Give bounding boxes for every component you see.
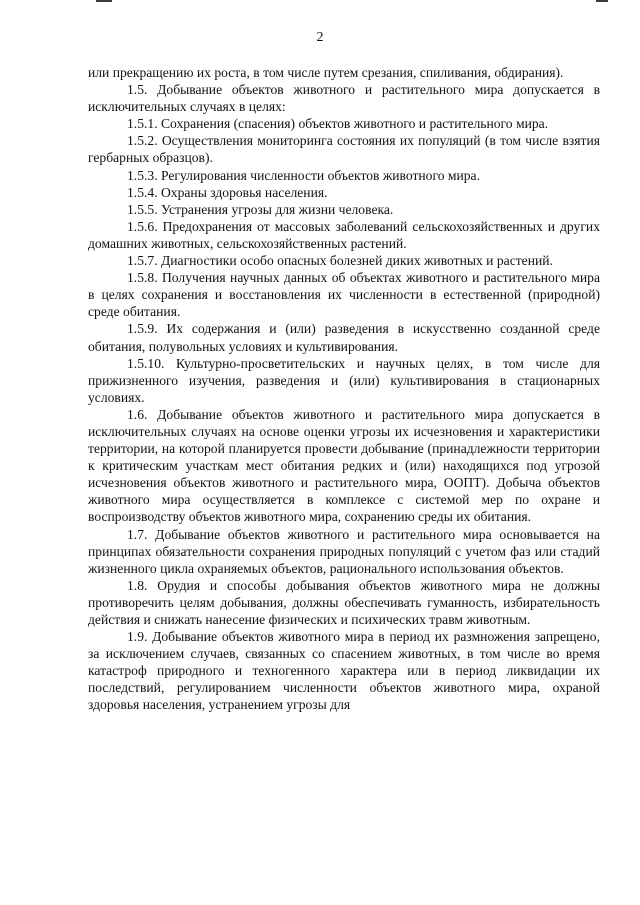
paragraph-1-7: 1.7. Добывание объектов животного и растительного мира основывается на принципах обязательности сохранения природных популяций с учетом фаз или стадий жизненного цикла охраняемых объектов, рационального использования объектов. bbox=[88, 526, 600, 576]
paragraph-1-5: 1.5. Добывание объектов животного и растительного мира допускается в исключительных случаях в целях: bbox=[88, 82, 600, 115]
paragraph-1-5-9: 1.5.9. Их содержания и (или) разведения в искусственно созданной среде обитания, полувольных условиях и культивирования. bbox=[88, 321, 600, 354]
paragraph-1-5-2: 1.5.2. Осуществления мониторинга состояния их популяций (в том числе взятия гербарных образцов). bbox=[88, 133, 600, 166]
paragraph-1-5-5: 1.5.5. Устранения угрозы для жизни человека. bbox=[127, 201, 394, 217]
page-number: 2 bbox=[316, 30, 324, 45]
paragraph-1-5-4: 1.5.4. Охраны здоровья населения. bbox=[127, 184, 328, 200]
paragraph-1-5-6: 1.5.6. Предохранения от массовых заболеваний сельскохозяйственных и других домашних животных, сельскохозяйственных растений. bbox=[88, 218, 600, 251]
scan-edge-mark bbox=[596, 0, 608, 2]
document-body bbox=[88, 64, 600, 714]
paragraph-1-5-7: 1.5.7. Диагностики особо опасных болезней диких животных и растений. bbox=[127, 253, 553, 269]
paragraph-1-8: 1.8. Орудия и способы добывания объектов животного мира не должны противоречить целям добывания, должны обеспечивать гуманность, избирательность действия и снижать нанесение физических и психических травм животным. bbox=[88, 577, 600, 627]
paragraph-continuation: или прекращению их роста, в том числе путем срезания, спиливания, обдирания). bbox=[88, 65, 564, 80]
paragraph-1-5-1: 1.5.1. Сохранения (спасения) объектов животного и растительного мира. bbox=[127, 116, 549, 132]
paragraph-1-6: 1.6. Добывание объектов животного и растительного мира допускается в исключительных случаях на основе оценки угрозы их исчезновения и характеристики территории, на которой планируется провести добывание (принадлежности территории к критическим участкам мест обитания редких и (или) находящихся под угрозой исчезновения объектов животного и растительного мира, ООПТ). Добыча объектов животного мира осуществляется в комплексе с системой мер по охране и воспроизводству объектов животного мира, сохранению среды их обитания. bbox=[88, 406, 600, 525]
paragraph-1-5-10: 1.5.10. Культурно-просветительских и научных целях, в том числе для прижизненного изучения, разведения и (или) культивирования в стационарных условиях. bbox=[88, 355, 600, 405]
scan-edge-mark bbox=[96, 0, 112, 2]
paragraph-1-5-3: 1.5.3. Регулирования численности объектов животного мира. bbox=[127, 167, 480, 183]
paragraph-1-5-8: 1.5.8. Получения научных данных об объектах животного и растительного мира в целях сохранения и восстановления их численности в естественной (природной) среде обитания. bbox=[88, 270, 600, 320]
paragraph-1-9: 1.9. Добывание объектов животного мира в период их размножения запрещено, за исключением случаев, связанных со спасением животных, в том числе во время катастроф природного и техногенного характера или в период ликвидации их последствий, регулированием численности объектов животного мира, охраной здоровья населения, устранением угрозы для bbox=[88, 629, 600, 713]
